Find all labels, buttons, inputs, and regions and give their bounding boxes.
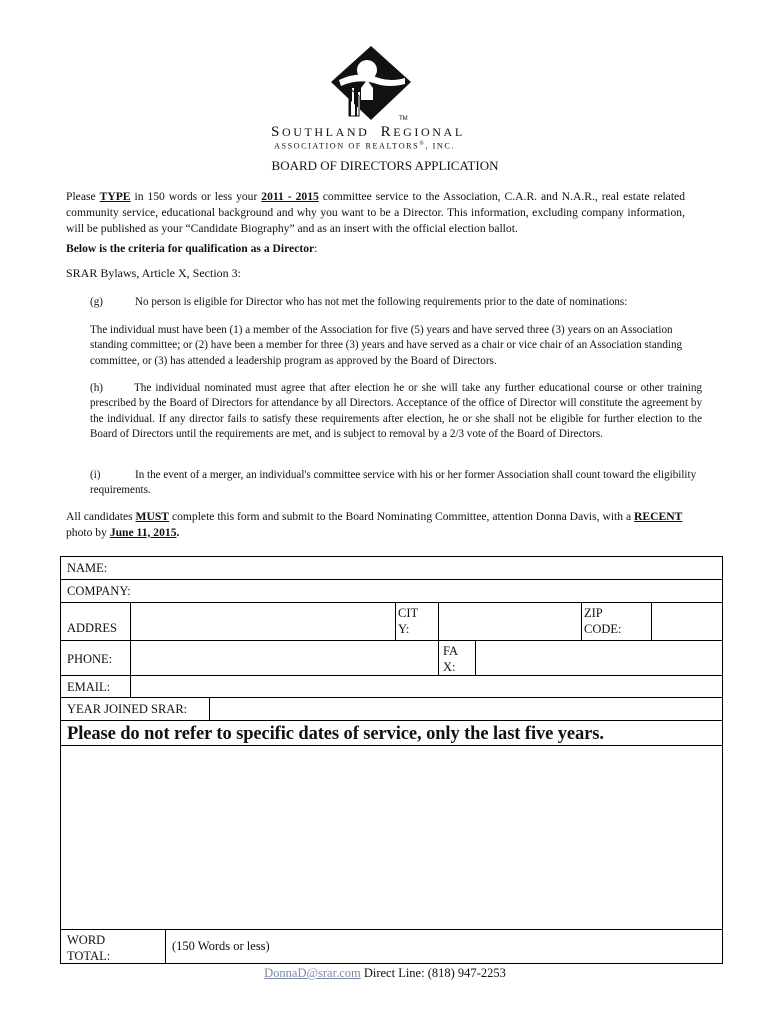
contact-footer xyxy=(0,966,770,981)
house-landscape-logo-icon xyxy=(319,44,419,124)
name-field[interactable] xyxy=(121,557,722,579)
zip-code-label: ZIP CODE: xyxy=(584,606,622,636)
phone-field[interactable] xyxy=(131,641,438,675)
address-field[interactable] xyxy=(131,603,395,640)
intro-paragraph: Please TYPE in 150 words or less your 2011 - 2015 committee service to the Association, C.A.R. and N.A.R., real estate related community service, educational background and why you want to be a Director. This information, excluding company information, will be published as your “Candidate Biography” and as an insert with the official election ballot. xyxy=(66,190,685,235)
svg-text:TM: TM xyxy=(399,116,408,122)
company-logo xyxy=(271,44,465,154)
fax-label: FA X: xyxy=(443,644,459,674)
year-joined-row xyxy=(61,698,722,721)
fax-field[interactable] xyxy=(476,641,722,675)
name-label: NAME: xyxy=(67,561,108,575)
address-label: ADDRES xyxy=(67,621,118,635)
zip-code-field[interactable] xyxy=(652,603,722,640)
section-i: (i) In the event of a merger, an individual's committee service with his or her former Association shall count toward the eligibility requirements. xyxy=(90,469,697,497)
bylaws-reference: SRAR Bylaws, Article X, Section 3: xyxy=(66,266,241,280)
criteria-heading: Below is the criteria for qualification as a Director: xyxy=(66,242,318,255)
section-h: (h) The individual nominated must agree that after election he or she will take any further educational course or other training prescribed by the Board of Directors for attendance by all Directors. Acceptance of the office of Director will constitute the agreement by the individual. If any director fails to satisfy these requirements after election, he or she shall not be eligible for further election to the Board of Directors until the requirements are met, and is subject to removal by a 2/3 vote of the Board of Directors. xyxy=(90,382,702,441)
company-label: COMPANY: xyxy=(67,584,131,598)
year-joined-label: YEAR JOINED SRAR: xyxy=(67,702,188,716)
logo-organization-name: SOUTHLAND REGIONAL xyxy=(271,124,465,140)
logo-subtitle: ASSOCIATION OF REALTORS®, INC. xyxy=(274,141,455,151)
section-g-requirements: The individual must have been (1) a member of the Association for five (5) years and have served three (3) years on an Association standing committee; or (2) have been a member for three (3) years and have served as a chair or vice chair of an Association standing committee, or (3) has attended a leadership program as approved by the Board of Directors. xyxy=(90,324,683,367)
biography-instruction: Please do not refer to specific dates of service, only the last five years. xyxy=(67,724,604,744)
direct-line: Direct Line: (818) 947-2253 xyxy=(360,966,506,980)
phone-label: PHONE: xyxy=(67,652,113,666)
biography-row xyxy=(61,721,722,930)
address-row xyxy=(61,603,722,641)
email-link[interactable]: DonnaD@srar.com xyxy=(264,966,361,980)
application-form xyxy=(60,556,723,964)
biography-text-area[interactable] xyxy=(61,746,722,929)
email-field[interactable] xyxy=(131,676,722,697)
word-total-field[interactable] xyxy=(166,930,722,963)
submission-instructions: All candidates MUST complete this form and submit to the Board Nominating Committee, attention Donna Davis, with a RECENT photo by June 11, 2015. xyxy=(66,510,683,539)
section-g: (g) No person is eligible for Director who has not met the following requirements prior to the date of nominations: xyxy=(90,296,628,308)
company-field[interactable] xyxy=(143,580,722,602)
word-total-label: WORD TOTAL: xyxy=(67,933,111,963)
phone-row xyxy=(61,641,722,676)
document-title: BOARD OF DIRECTORS APPLICATION xyxy=(271,158,499,173)
word-limit-note: (150 Words or less) xyxy=(172,939,270,953)
word-total-row xyxy=(61,930,722,963)
year-joined-field[interactable] xyxy=(210,698,722,720)
name-row xyxy=(61,557,722,580)
company-row xyxy=(61,580,722,603)
email-row xyxy=(61,676,722,698)
city-field[interactable] xyxy=(439,603,581,640)
email-label: EMAIL: xyxy=(67,680,111,694)
city-label: CIT Y: xyxy=(398,606,419,636)
